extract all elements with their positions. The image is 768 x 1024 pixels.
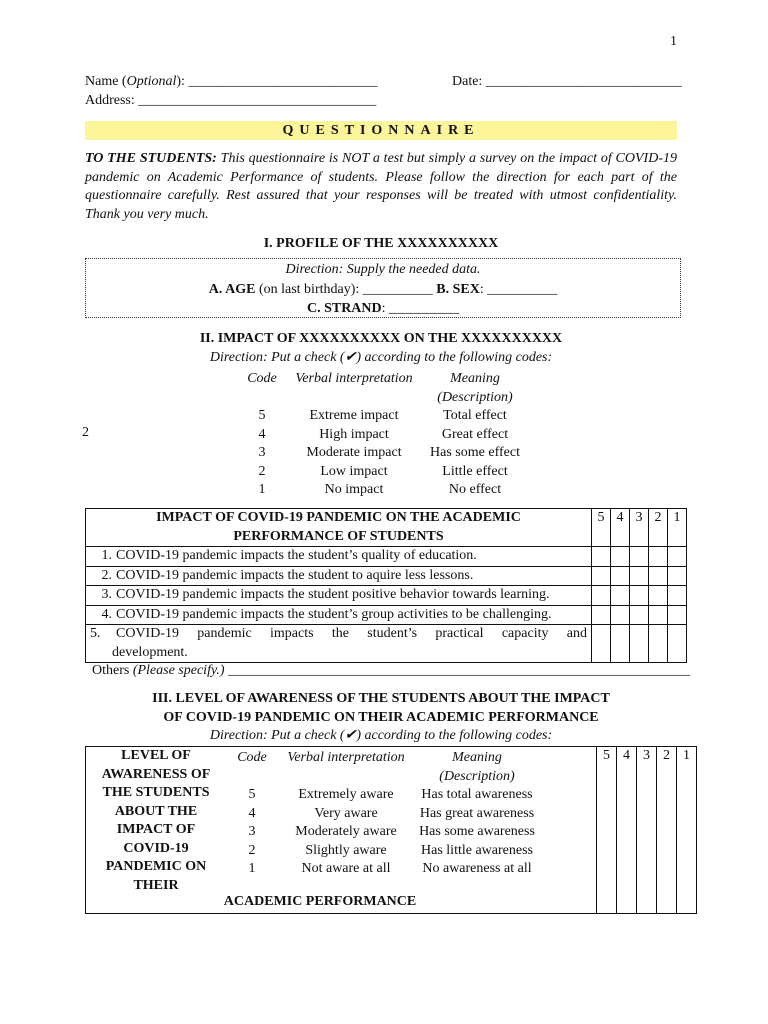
label-line: AWARENESS OF [101,766,211,782]
item-statement: COVID-19 pandemic impacts the student positive behavior towards learning. [116,587,550,602]
code-header: Code [247,371,277,386]
code-value: 1 [248,861,256,876]
awareness-left-label [86,747,226,895]
intro-paragraph [85,150,677,224]
rating-cell-4[interactable] [611,566,630,586]
rating-cell-5[interactable] [592,625,611,663]
rating-header: 3 [630,509,649,547]
intro-text: This questionnaire is NOT a test but simply a survey on the impact of COVID-19 pandemic on Academic Performance of students. Please follow the direction for each part of the questionnaire carefully. Rest assured that your responses will be treated with utmost confidentiality. Thank you very much. [85,151,677,222]
verbal-value: Low impact [320,464,388,479]
sex-label: B. SEX [436,282,480,297]
others-field[interactable] [92,662,690,681]
strand-label: C. STRAND [306,301,382,316]
code-value: 3 [258,445,266,460]
rating-header: 2 [649,509,668,547]
awareness-row [86,747,697,914]
rating-cell-4[interactable] [611,547,630,567]
meaning-header-2: (Description) [439,769,515,784]
meaning-header: Meaning [452,750,502,765]
meaning-value: Has total awareness [421,787,533,802]
code-value: 2 [248,843,256,858]
strand-underline: : __________ [381,301,460,316]
item-statement: COVID-19 pandemic impacts the student’s quality of education. [116,548,477,563]
side-page-number: 2 [82,425,89,440]
rating-header: 1 [668,509,687,547]
others-hint: (Please specify.) [132,663,225,678]
label-line: THE STUDENTS [102,785,210,800]
rating-cell-2[interactable] [649,566,668,586]
rating-cell-3[interactable]: 3 [637,747,657,914]
rating-cell-2[interactable]: 2 [657,747,677,914]
impact-table-header [86,509,592,547]
item-number: 1. [101,548,112,563]
rating-cell-3[interactable] [630,625,649,663]
meaning-header-2: (Description) [437,390,513,405]
label-line: COVID-19 [123,840,189,856]
questionnaire-banner: QUESTIONNAIRE [85,121,677,140]
item-statement: COVID-19 pandemic impacts the student’s practical capacity and [116,626,587,641]
item-statement: COVID-19 pandemic impacts the student’s group activities to be challenging. [116,606,552,622]
table-row [86,547,687,567]
header-line-1: IMPACT OF COVID-19 PANDEMIC ON THE ACADEMIC [156,510,521,525]
strand-line[interactable] [86,300,680,319]
meaning-value: No awareness at all [422,861,532,876]
age-hint: (on last birthday): __________ [255,282,437,297]
item-statement-cont: development. [112,644,188,660]
rating-cell-1[interactable] [668,586,687,606]
section2-title: II. IMPACT OF XXXXXXXXXX ON THE XXXXXXXXXX [199,331,563,346]
table-row [86,566,687,586]
verbal-header: Verbal interpretation [295,371,413,386]
meaning-value: Has great awareness [419,806,535,821]
rating-cell-3[interactable] [630,586,649,606]
header-line-2: PERFORMANCE OF STUDENTS [233,528,444,544]
age-label: A. AGE [208,282,256,297]
section3-direction: Direction: Put a check (✔) according to the following codes: [209,728,553,743]
rating-cell-1[interactable] [668,566,687,586]
rating-cell-3[interactable] [630,605,649,625]
rating-cell-1[interactable] [668,547,687,567]
verbal-value: No impact [324,482,384,497]
verbal-value: Not aware at all [301,861,391,876]
section1-title: I. PROFILE OF THE XXXXXXXXXX [263,236,499,251]
rating-cell-2[interactable] [649,547,668,567]
code-value: 4 [258,427,266,442]
section2-direction: Direction: Put a check (✔) according to the following codes: [209,350,553,365]
section3-title-line2: OF COVID-19 PANDEMIC ON THEIR ACADEMIC PERFORMANCE [163,710,599,725]
profile-direction: Direction: Supply the needed data. [285,262,481,277]
label-line: ABOUT THE [114,803,198,819]
meaning-value: No effect [448,482,502,497]
intro-lead: TO THE STUDENTS: [85,151,217,166]
meaning-value: Has little awareness [421,843,533,858]
item-text [86,586,592,606]
table-row [86,605,687,625]
name-optional: Optional [126,74,177,89]
code-value: 1 [258,482,266,497]
code-header: Code [237,750,267,765]
verbal-value: Extreme impact [309,408,399,423]
code-value: 5 [248,787,256,802]
rating-header: 5 [592,509,611,547]
verbal-value: Very aware [314,806,378,821]
table-row [86,625,687,663]
page-number: 1 [670,34,677,49]
code-value: 2 [258,464,266,479]
rating-cell-1[interactable] [668,625,687,663]
item-number: 3. [101,587,112,602]
code-value: 3 [248,824,256,839]
code-value: 5 [258,408,266,423]
meaning-header: Meaning [450,371,500,386]
item-number: 5. [90,626,101,641]
rating-cell-4[interactable] [611,586,630,606]
verbal-value: High impact [319,427,389,442]
meaning-value: Has some effect [430,445,520,460]
verbal-value: Moderate impact [306,445,402,460]
rating-cell-4[interactable]: 4 [617,747,637,914]
meaning-value: Little effect [442,464,508,479]
profile-box [85,258,681,318]
item-text [86,625,592,663]
awareness-description-cell [86,747,597,914]
verbal-value: Slightly aware [305,843,387,858]
rating-cell-5[interactable] [592,586,611,606]
impact-table [85,508,687,663]
table-row [86,586,687,606]
sex-underline: : __________ [479,282,558,297]
label-line: LEVEL OF [121,748,191,763]
item-statement: COVID-19 pandemic impacts the student to aquire less lessons. [116,567,474,583]
rating-header: 4 [611,509,630,547]
label-line: THEIR [133,877,179,893]
section3-title-line1: III. LEVEL OF AWARENESS OF THE STUDENTS ABOUT THE IMPACT [152,691,610,706]
rating-cell-1[interactable] [668,605,687,625]
others-underline: __________________________________________________________________ [224,663,691,678]
rating-cell-4[interactable] [611,605,630,625]
item-number: 4. [101,606,112,622]
rating-cell-5[interactable] [592,605,611,625]
code-value: 4 [248,806,256,821]
table-header-row [86,509,687,547]
name-field[interactable] [85,73,377,92]
rating-cell-1[interactable]: 1 [677,747,697,914]
rating-cell-2[interactable] [649,586,668,606]
verbal-value: Extremely aware [298,787,394,802]
rating-cell-2[interactable] [649,605,668,625]
item-text [86,566,592,586]
others-label: Others [92,663,133,678]
awareness-bottom-label: ACADEMIC PERFORMANCE [223,894,417,909]
item-text [86,605,592,625]
label-line: PANDEMIC ON [105,859,207,874]
name-underline: ): ___________________________ [176,74,378,89]
meaning-value: Great effect [441,427,509,442]
date-field[interactable]: Date: ____________________________ [452,74,682,89]
label-line: IMPACT OF [116,822,196,837]
rating-cell-2[interactable] [649,625,668,663]
rating-cell-4[interactable] [611,625,630,663]
rating-cell-3[interactable] [630,566,649,586]
verbal-value: Moderately aware [295,824,397,839]
item-number: 2. [101,567,112,583]
rating-cell-5[interactable] [592,547,611,567]
rating-cell-5[interactable] [592,566,611,586]
rating-cell-5[interactable]: 5 [597,747,617,914]
item-text [86,547,592,567]
name-label: Name ( [85,74,127,89]
address-field[interactable]: Address: __________________________________ [85,93,377,108]
rating-cell-3[interactable] [630,547,649,567]
awareness-table [85,746,697,914]
age-sex-line[interactable] [86,281,680,300]
meaning-value: Has some awareness [419,824,535,839]
meaning-value: Total effect [443,408,507,423]
verbal-header: Verbal interpretation [287,750,405,765]
